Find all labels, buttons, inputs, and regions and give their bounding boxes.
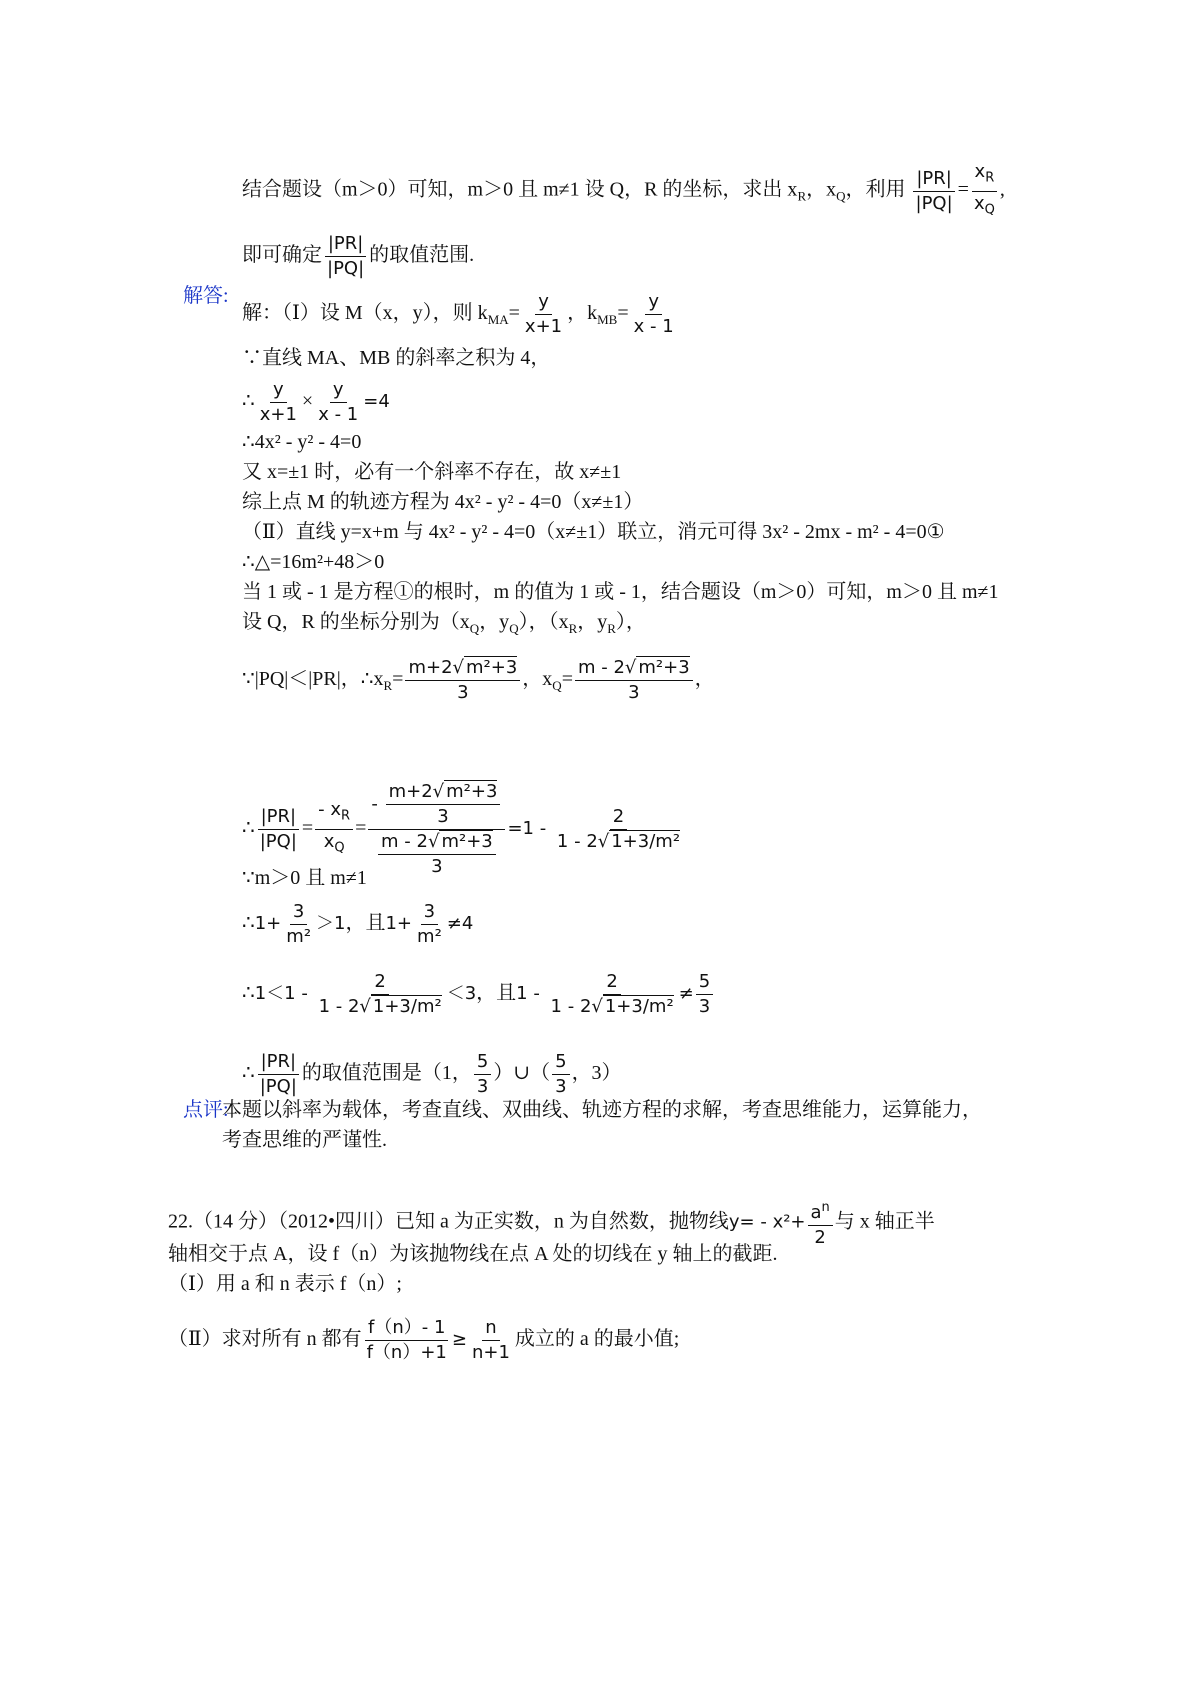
fraction: $\frac{y}{x+1}$	[524, 291, 563, 337]
answer-line-8: ∴△=16m²+48＞0	[242, 551, 385, 573]
fraction-pr-pq: $\frac{|PR|}{|PQ|}$	[324, 232, 367, 281]
comment-line-1: 本题以斜率为载体，考查直线、双曲线、轨迹方程的求解，考查思维能力，运算能力，	[222, 1099, 982, 1121]
fraction: $\frac{- x_R}{x_Q}$	[315, 798, 353, 860]
fraction: $\frac{y}{x - 1}$	[318, 379, 359, 425]
fraction: $\frac{5}{3}$	[474, 1050, 491, 1099]
intro-line-1: 结合题设（m＞0）可知，m＞0 且 m≠1 设 Q，R 的坐标，求出 $x_R$，$x_Q$，利用 $\frac{|PR|}{|PQ|}$ = $\frac{x_R}{x_Q}$ ,	[242, 160, 1005, 222]
answer-line-2: ∵直线 MA、MB 的斜率之积为 4，	[242, 347, 551, 369]
fraction-xr-xq: $\frac{x_R}{x_Q}$	[971, 160, 998, 222]
fraction: $\frac{\text{m+2√ m²+3}}{3}$	[405, 656, 520, 705]
answer-line-10: 设 Q，R 的坐标分别为（$x_Q$，$y_Q$），（$x_R$，$y_R$），	[242, 611, 646, 636]
fraction-pr-pq: $\frac{|PR|}{|PQ|}$	[913, 167, 956, 216]
fraction: - $\frac{\text{m+2√ m²+3}}{3}$ $\frac{\text{m - 2√ m²+3}}{3}$	[368, 780, 505, 879]
fraction: $\frac{5}{3}$	[696, 970, 713, 1019]
intro-line-2: 即可确定 $\frac{|PR|}{|PQ|}$ 的取值范围.	[242, 233, 475, 279]
answer-line-13: ∵m＞0 且 m≠1	[242, 867, 367, 889]
fraction: $\frac{n}{n+1}$	[471, 1317, 510, 1363]
answer-line-6: 综上点 M 的轨迹方程为 4x² - y² - 4=0（x≠±1）	[242, 491, 644, 513]
fraction: $\frac{|PR|}{|PQ|}$	[257, 805, 300, 854]
fraction: $\frac{5}{3}$	[552, 1050, 569, 1099]
fraction: $\frac{3}{\text{m²}}$	[417, 901, 442, 947]
answer-line-4: ∴4x² - y² - 4=0	[242, 431, 362, 453]
problem-22-line-1: 22.（14 分）（2012•四川）已知 a 为正实数，n 为自然数，抛物线y= - x²+ $\frac{a^n}{2}$ 与 x 轴正半	[168, 1196, 935, 1250]
problem-22-line-3: （Ⅰ）用 a 和 n 表示 f（n）;	[168, 1273, 402, 1295]
answer-line-3: ∴ $\frac{y}{x+1}$ × $\frac{y}{x - 1}$ =4	[242, 379, 390, 425]
answer-line-16: ∴ $\frac{|PR|}{|PQ|}$ 的取值范围是（1， $\frac{5}{3}$ ）∪（ $\frac{5}{3}$ ，3）	[242, 1051, 622, 1097]
problem-22-line-4: （Ⅱ）求对所有 n 都有 $\frac{f(n)- 1}{f(n)+1}$ ≥ $\frac{n}{n+1}$ 成立的 a 的最小值;	[168, 1317, 680, 1363]
comment-label: 点评:	[183, 1099, 229, 1121]
fraction: $\frac{f(n)- 1}{f(n)+1}$	[366, 1317, 447, 1363]
answer-label: 解答:	[183, 285, 229, 307]
comment-line-2: 考查思维的严谨性.	[222, 1129, 387, 1151]
fraction: $\frac{|PR|}{|PQ|}$	[257, 1050, 300, 1099]
fraction: $\frac{y}{x+1}$	[259, 379, 297, 425]
answer-line-1: 解：（Ⅰ）设 M（x，y），则 $k_{MA}=$ $\frac{y}{x+1}$ ，$k_{MB}=$ $\frac{y}{x - 1}$	[242, 290, 679, 339]
fraction: $\frac{\text{m - 2√ m²+3}}{3}$	[575, 656, 693, 705]
fraction: $\frac{2}{\text{1 - 2√ 1+3/m²}}$	[318, 971, 442, 1017]
answer-line-9: 当 1 或 - 1 是方程①的根时，m 的值为 1 或 - 1，结合题设（m＞0）可知，m＞0 且 m≠1	[242, 581, 999, 603]
problem-22-line-2: 轴相交于点 A，设 f（n）为该抛物线在点 A 处的切线在 y 轴上的截距.	[168, 1243, 778, 1265]
fraction: $\frac{\text{m+2√ m²+3}}{3}$	[386, 780, 501, 829]
fraction: $\frac{2}{\text{1 - 2√ 1+3/m²}}$	[556, 806, 681, 852]
answer-line-11: ∵|PQ|＜|PR|，$\therefore x_R=$ $\frac{\text{m+2√ m²+3}}{3}$ ，$x_Q=$ $\frac{\text{m - 2√ m²+3}}{3}$ ，	[242, 657, 715, 703]
answer-line-7: （Ⅱ）直线 y=x+m 与 4x² - y² - 4=0（x≠±1）联立，消元可得 3x² - 2mx - m² - 4=0①	[242, 521, 945, 543]
answer-line-12: ∴ $\frac{|PR|}{|PQ|}$ = $\frac{- x_R}{x_Q}$ = - $\frac{\text{m+2√ m²+3}}{3}$ $\frac{\text{m - 2√ m²+3}}{3}$ =1 - $\frac{2}{\text{1 - 2√ 1+3/m²}}$	[242, 780, 685, 879]
fraction: $\frac{a^n}{2}$	[808, 1196, 833, 1250]
answer-line-5: 又 x=±1 时，必有一个斜率不存在，故 x≠±1	[242, 461, 622, 483]
fraction: $\frac{\text{m - 2√ m²+3}}{3}$	[378, 830, 496, 879]
answer-line-15: ∴1＜1 - $\frac{2}{\text{1 - 2√ 1+3/m²}}$ ＜3，且1 - $\frac{2}{\text{1 - 2√ 1+3/m²}}$ ≠ $\frac{5}{3}$	[242, 970, 715, 1019]
fraction: $\frac{2}{\text{1 - 2√ 1+3/m²}}$	[550, 971, 674, 1017]
answer-line-14: ∴1+ $\frac{3}{\text{m²}}$ ＞1，且1+ $\frac{3}{\text{m²}}$ ≠4	[242, 901, 474, 947]
fraction: $\frac{3}{\text{m²}}$	[286, 901, 312, 947]
fraction: $\frac{y}{x - 1}$	[633, 291, 674, 337]
